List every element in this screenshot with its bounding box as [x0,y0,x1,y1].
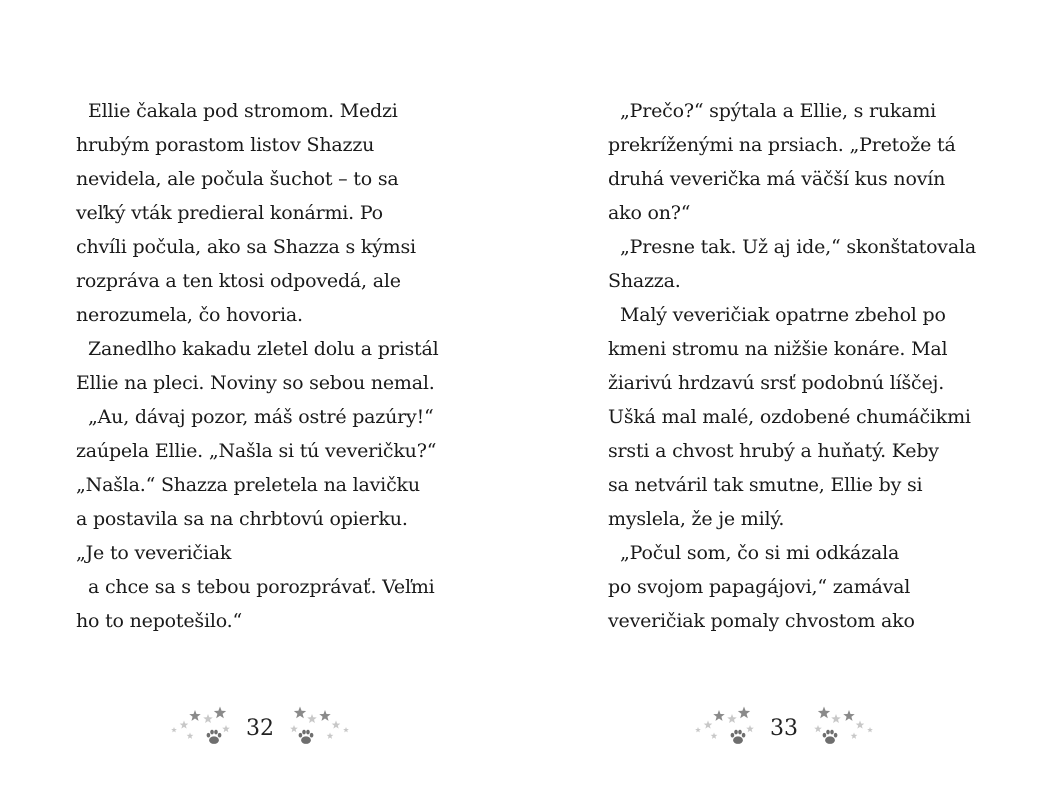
text-line: Ušká mal malé, ozdobené chumáčikmi [608,406,971,428]
right-page-footer [692,700,876,756]
text-line: „Našla.“ Shazza preletela na lavičku [76,474,420,496]
star-icon [332,721,341,729]
star-icon [818,707,830,719]
star-icon [222,725,230,732]
star-icon [189,710,200,721]
stars-and-paw-icon [286,703,352,753]
text-line: prekríženými na prsiach. „Pretože tá [608,134,956,156]
text-line: chvíli počula, ako sa Shazza s kýmsi [76,236,416,258]
star-icon [711,733,718,739]
left-page-footer [168,700,352,756]
text-line: „Je to veveričiak [76,542,232,564]
paw-icon [823,730,838,744]
text-line: zaúpela Ellie. „Našla si tú veveričku?“ [76,440,437,462]
star-icon [856,721,865,729]
star-icon [867,727,873,732]
page-number-left: 32 [246,715,274,741]
star-icon [704,721,713,729]
text-line: Zanedlho kakadu zletel dolu a pristál [88,338,439,360]
text-line: „Prečo?“ spýtala a Ellie, s rukami [620,100,937,122]
text-line: a chce sa s tebou porozprávať. Veľmi [88,576,435,598]
star-icon [343,727,349,732]
star-icon [180,721,189,729]
star-icon [290,725,298,732]
paw-icon [207,730,222,744]
text-line: hrubým porastom listov Shazzu [76,134,375,156]
stars-and-paw-icon [168,703,234,753]
text-line: Malý veveričiak opatrne zbehol po [620,304,946,326]
star-icon [695,727,701,732]
star-icon [843,710,854,721]
star-icon [746,725,754,732]
right-page-text [608,94,988,638]
star-icon [203,714,213,723]
text-line: Shazza. [608,270,681,292]
star-icon [814,725,822,732]
paw-icon [731,730,746,744]
page-number-right: 33 [770,715,798,741]
text-line: sa netváril tak smutne, Ellie by si [608,474,923,496]
star-icon [294,707,306,719]
star-icon [319,710,330,721]
star-icon [713,710,724,721]
text-line: myslela, že je milý. [608,508,785,530]
star-icon [214,707,226,719]
text-line: nerozumela, čo hovoria. [76,304,303,326]
star-icon [851,733,858,739]
star-icon [171,727,177,732]
text-line: po svojom papagájovi,“ zamával [608,576,911,598]
text-line: Ellie na pleci. Noviny so sebou nemal. [76,372,435,394]
star-icon [187,733,194,739]
text-line: nevidela, ale počula šuchot – to sa [76,168,399,190]
star-icon [727,714,737,723]
stars-and-paw-icon [810,703,876,753]
text-line: veveričiak pomaly chvostom ako [608,610,915,632]
text-line: kmeni stromu na nižšie konáre. Mal [608,338,948,360]
text-line: ako on?“ [608,202,691,224]
star-icon [831,714,841,723]
left-page-text [76,94,456,638]
right-page [520,0,1040,800]
star-icon [307,714,317,723]
text-line: „Počul som, čo si mi odkázala [620,542,900,564]
text-line: veľký vták predieral konármi. Po [76,202,383,224]
text-line: druhá veverička má väčší kus novín [608,168,946,190]
text-line: žiarivú hrdzavú srsť podobnú líščej. [608,372,945,394]
star-icon [327,733,334,739]
text-line: a postavila sa na chrbtovú opierku. [76,508,408,530]
text-line: rozpráva a ten ktosi odpovedá, ale [76,270,401,292]
text-line: „Au, dávaj pozor, máš ostré pazúry!“ [88,406,434,428]
paw-icon [299,730,314,744]
star-icon [738,707,750,719]
text-line: „Presne tak. Už aj ide,“ skonštatovala [620,236,976,258]
stars-and-paw-icon [692,703,758,753]
text-line: ho to nepotešilo.“ [76,610,242,632]
text-line: srsti a chvost hrubý a huňatý. Keby [608,440,939,462]
text-line: Ellie čakala pod stromom. Medzi [88,100,398,122]
